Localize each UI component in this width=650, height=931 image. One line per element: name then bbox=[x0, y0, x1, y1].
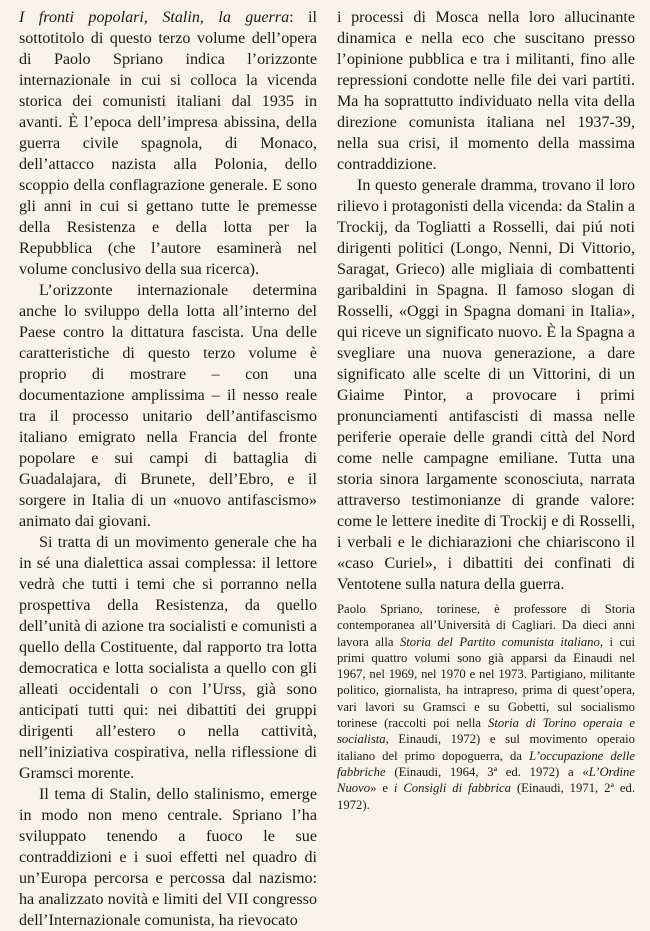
book-title: L’Ordine Nuovo bbox=[337, 764, 635, 796]
book-title: i Consigli di fabbrica bbox=[393, 781, 512, 796]
paragraph-protagonists: In questo generale dramma, trovano il loro rilievo i protagonisti della vicenda: da Stalin a Trockij, da Togliatti a Rosselli, dai piú noti dirigenti politici (Longo, Nenni, Di Vittorio, Saragat, Grieco) alle migliaia di combattenti garibaldini in Spagna. Il famoso slogan di Rosselli, «Oggi in Spagna domani in Italia», qui riceve un significato nuovo. È la Spagna a svegliare una nuova generazione, a dare significato alle scelte di un Vittorini, di un Giaime Pintor, a provocare i primi pronunciamenti antifascisti di massa nelle periferie operaie delle grandi città del Nord come nelle campagne emiliane. Tutta una storia sinora largamente sconosciuta, narrata attraverso testimonianze di grande valore: come le lettere inedite di Trockij e di Rosselli, i verbali e le dichiarazioni che chiariscono il «caso Curiel», i dibattiti dei confinati di Ventotene sulla natura della guerra. bbox=[337, 177, 635, 593]
paragraph-stalin: Il tema di Stalin, dello stalinismo, emerge in modo non meno centrale. Spriano l’ha sviluppato tenendo a fuoco le sue contraddizioni e i suoi effetti nel quadro di un’Europa percorsa e percossa dal nazismo: ha analizzato novità e limiti del VII congresso dell’Internazionale comunista, ha rievocato bbox=[19, 786, 317, 929]
paragraph-horizon: L’orizzonte internazionale determina anche lo sviluppo della lotta all’interno del Paese contro la dittatura fascista. Una delle caratteristiche di questo terzo volume è proprio di mostrare – con una documentazione amplissima – il nesso reale tra il processo unitario dell’antifascismo italiano emigrato nella Francia del fronte popolare e sui campi di battaglia di Guadalajara, di Brunete, dell’Ebro, e il sorgere in Italia di un «nuovo antifascismo» animato dai giovani. bbox=[19, 282, 317, 530]
book-title: Storia del Partito comunista italiano bbox=[399, 634, 600, 649]
intro-text: : il sottotitolo di questo terzo volume dell’opera di Paolo Spriano indica l’orizzonte internazionale in cui si colloca la vicenda storica dei comunisti italiani dal 1935 in avanti. È l’epoca dell’impresa abissina, della guerra civile spagnola, di Monaco, dell’attacco nazista alla Polonia, dello scoppio della conflagrazione generale. E sono gli anni in cui si gettano tutte le premesse della Resistenza e della lotta per la Repubblica (che l’autore esaminerà nel volume conclusivo della sua ricerca). bbox=[19, 9, 317, 278]
paragraph-moscow-trials: i processi di Mosca nella loro allucinante dinamica e nella eco che suscitano presso l’opinione pubblica e tra i militanti, fino alle repressioni condotte nelle file dei vari partiti. Ma ha soprattutto individuato nella vita della direzione comunista italiana nel 1937-39, nella sua crisi, il momento della massima contraddizione. bbox=[337, 9, 635, 173]
book-title: L’occupazione delle fabbriche bbox=[337, 748, 636, 779]
right-column bbox=[337, 7, 635, 595]
intro-paragraph bbox=[19, 7, 317, 280]
author-bio: Paolo Spriano, torinese, è professore di Storia contemporanea all’Università di Cagliari. Da dieci anni lavora alla Storia del Partito comunista italiano, i cui primi quattro volumi sono già apparsi da Einaudi nel 1967, nel 1969, nel 1970 e nel 1973. Partigiano, militante politico, giornalista, ha intrapreso, prima di quest’opera, vari lavori su Gramsci e su Gobetti, sul socialismo torinese (raccolti poi nella Storia di Torino operaia e socialista, Einaudi, 1972) e sul movimento operaio italiano del primo dopoguerra, da L’occupazione delle fabbriche (Einaudi, 1964, 3ª ed. 1972) a «L’Ordine Nuovo» e i Consigli di fabbrica (Einaudi, 1971, 2ª ed. 1972). bbox=[337, 602, 636, 812]
left-column bbox=[19, 7, 317, 931]
book-subtitle: I fronti popolari, Stalin, la guerra bbox=[19, 9, 290, 26]
paragraph-movement: Si tratta di un movimento generale che ha in sé una dialettica assai complessa: il lettore vedrà che tutti i temi che si porranno nella prospettiva della Resistenza, da quello dell’unità di azione tra socialisti e comunisti a quello della Costituente, dal rapporto tra lotta democratica e lotta socialista a quello con gli alleati occidentali o con l’Urss, già sono anticipati tutti qui: nei dibattiti dei gruppi dirigenti all’estero o nella cattività, nell’iniziativa cospirativa, nella riflessione di Gramsci morente. bbox=[19, 534, 317, 782]
book-title: Storia di Torino operaia e socialista bbox=[337, 716, 636, 747]
